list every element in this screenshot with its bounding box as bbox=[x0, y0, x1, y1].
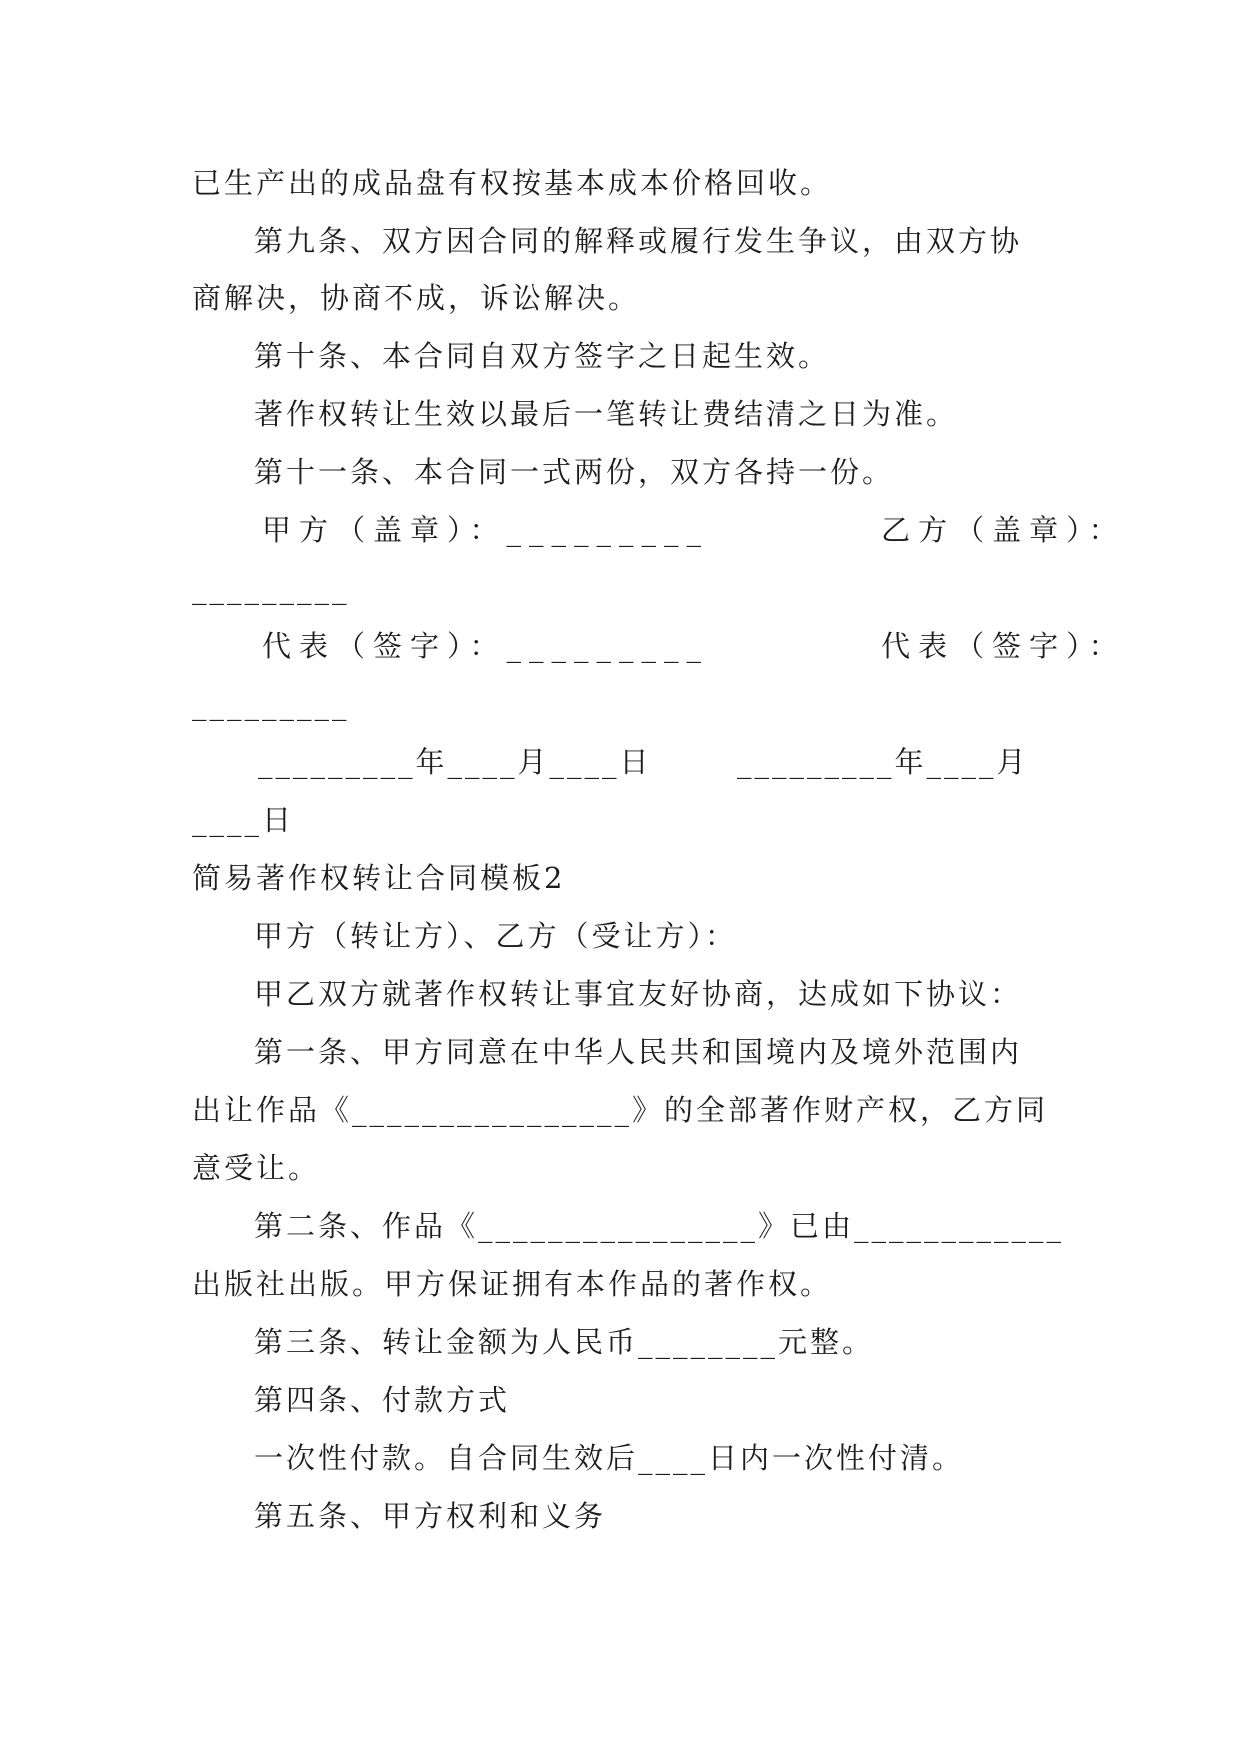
article-4-body: 一次性付款。自合同生效后____日内一次性付清。 bbox=[254, 1441, 965, 1475]
article-1-line-1: 第一条、甲方同意在中华人民共和国境内及境外范围内 bbox=[254, 1035, 1023, 1069]
signature-blank: _________ bbox=[192, 571, 350, 605]
parties-line: 甲方（转让方）、乙方（受让方）： bbox=[254, 919, 738, 953]
signature-blank: _________ bbox=[192, 687, 350, 721]
article-5-title: 第五条、甲方权利和义务 bbox=[254, 1499, 607, 1533]
article-9-line-2: 商解决，协商不成，诉讼解决。 bbox=[192, 281, 641, 315]
article-3: 第三条、转让金额为人民币________元整。 bbox=[254, 1325, 875, 1359]
signature-seal-line: 甲方（盖章）：_________ 乙方（盖章）： bbox=[262, 513, 1126, 547]
article-9-line-1: 第九条、双方因合同的解释或履行发生争议，由双方协 bbox=[254, 224, 1023, 258]
date-line-end: ____日 bbox=[192, 803, 295, 837]
article-2-line-1: 第二条、作品《________________》已由____________ bbox=[254, 1209, 1065, 1243]
article-2-line-2: 出版社出版。甲方保证拥有本作品的著作权。 bbox=[192, 1267, 833, 1301]
preamble-line: 甲乙双方就著作权转让事宜友好协商，达成如下协议： bbox=[254, 977, 1023, 1011]
date-line: _________年____月____日 _________年____月 bbox=[258, 745, 1029, 779]
article-1-line-2: 出让作品《________________》的全部著作财产权，乙方同 bbox=[192, 1093, 1049, 1127]
article-1-line-3: 意受让。 bbox=[192, 1151, 321, 1185]
text-line: 已生产出的成品盘有权按基本成本价格回收。 bbox=[192, 166, 833, 200]
article-10: 第十条、本合同自双方签字之日起生效。 bbox=[254, 339, 831, 373]
section-title: 简易著作权转让合同模板2 bbox=[192, 861, 566, 895]
article-11: 第十一条、本合同一式两份，双方各持一份。 bbox=[254, 455, 895, 489]
text-line: 著作权转让生效以最后一笔转让费结清之日为准。 bbox=[254, 397, 959, 431]
signature-representative-line: 代表（签字）：_________ 代表（签字）： bbox=[262, 629, 1126, 663]
article-4-title: 第四条、付款方式 bbox=[254, 1383, 511, 1417]
